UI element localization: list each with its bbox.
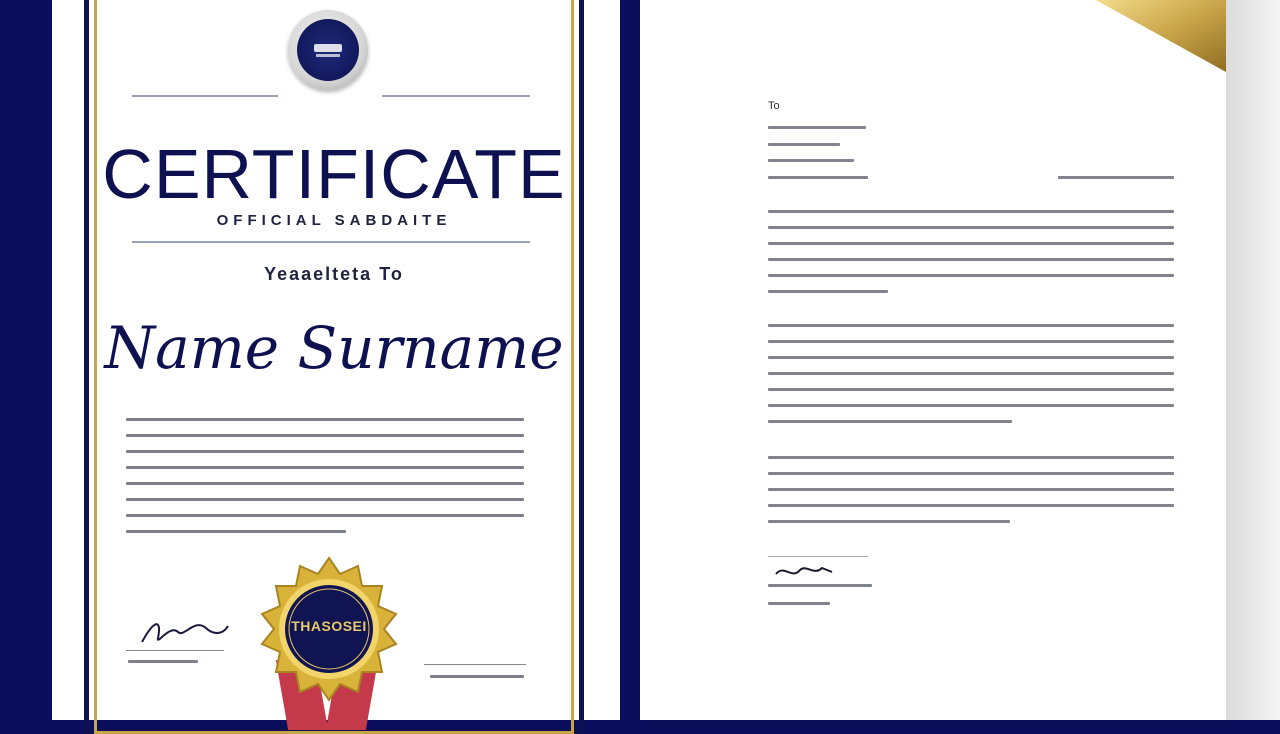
emblem-logo-icon [288, 10, 368, 90]
letter-signature-rule [768, 556, 868, 557]
letter-paragraph-2 [768, 324, 1176, 430]
certificate-title: CERTIFICATE [102, 135, 566, 213]
header-rule-left [132, 95, 278, 97]
letter-signer-title [768, 602, 830, 605]
signature-caption-right [430, 675, 524, 678]
seal-text: THASOSEI [291, 618, 367, 634]
signature-caption-left [128, 660, 198, 663]
signature-image [136, 614, 232, 658]
certificate-subtitle: OFFICIAL SABDAITE [216, 212, 452, 229]
signature-rule-right [424, 664, 526, 665]
letter-to-label: To [768, 100, 780, 112]
letter-signature-image [774, 560, 834, 584]
recipient-name: Name Surname [104, 314, 564, 382]
letter-signer-name [768, 584, 872, 587]
subtitle-rule [132, 241, 530, 243]
letter-paragraph-3 [768, 456, 1176, 530]
letter-paragraph-1 [768, 210, 1176, 300]
background-surface [1226, 0, 1280, 720]
signature-rule-left [126, 650, 224, 651]
letter-address-block [768, 126, 1188, 186]
presented-to-label: Yeaaelteta To [264, 264, 404, 284]
certificate-body-text [126, 418, 526, 538]
gold-corner-decoration [1096, 0, 1226, 72]
header-rule-right [382, 95, 530, 97]
